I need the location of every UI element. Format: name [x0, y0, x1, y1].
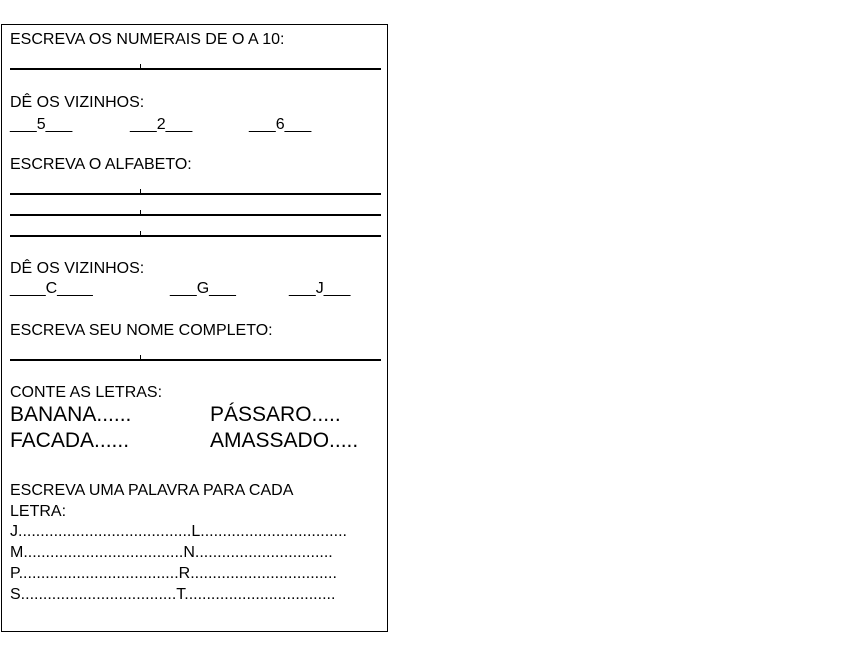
neighbor-item[interactable]: ___2___ — [130, 116, 193, 133]
neighbor-item[interactable]: ___G___ — [170, 280, 236, 297]
numerals-title: ESCREVA OS NUMERAIS DE O A 10: — [10, 31, 285, 48]
neighbors-letters-title: DÊ OS VIZINHOS: — [10, 260, 145, 277]
answer-line[interactable] — [10, 214, 381, 216]
answer-line[interactable] — [10, 235, 381, 237]
count-word: AMASSADO..... — [210, 429, 359, 452]
letter-row[interactable]: M....................................N............................... — [10, 544, 333, 561]
count-letters-title: CONTE AS LETRAS: — [10, 384, 163, 401]
count-word: FACADA...... — [10, 429, 130, 452]
line-divider — [140, 210, 141, 216]
letter-row[interactable]: J.......................................L................................. — [10, 523, 347, 540]
full-name-title: ESCREVA SEU NOME COMPLETO: — [10, 322, 273, 339]
line-divider — [140, 355, 141, 361]
answer-line[interactable] — [10, 359, 381, 361]
neighbor-item[interactable]: ___5___ — [10, 116, 73, 133]
word-per-letter-title: ESCREVA UMA PALAVRA PARA CADA — [10, 482, 294, 499]
answer-line[interactable] — [10, 68, 381, 70]
neighbors-numbers-title: DÊ OS VIZINHOS: — [10, 94, 145, 111]
answer-line[interactable] — [10, 193, 381, 195]
neighbor-item[interactable]: ____C____ — [10, 280, 93, 297]
letter-row[interactable]: S...................................T.................................. — [10, 586, 336, 603]
line-divider — [140, 189, 141, 195]
neighbor-item[interactable]: ___J___ — [289, 280, 351, 297]
neighbor-item[interactable]: ___6___ — [249, 116, 312, 133]
line-divider — [140, 64, 141, 70]
count-word: BANANA...... — [10, 403, 132, 426]
alphabet-title: ESCREVA O ALFABETO: — [10, 156, 192, 173]
word-per-letter-title-cont: LETRA: — [10, 503, 67, 520]
line-divider — [140, 231, 141, 237]
worksheet — [1, 24, 388, 632]
letter-row[interactable]: P....................................R................................. — [10, 565, 337, 582]
count-word: PÁSSARO..... — [210, 403, 341, 426]
